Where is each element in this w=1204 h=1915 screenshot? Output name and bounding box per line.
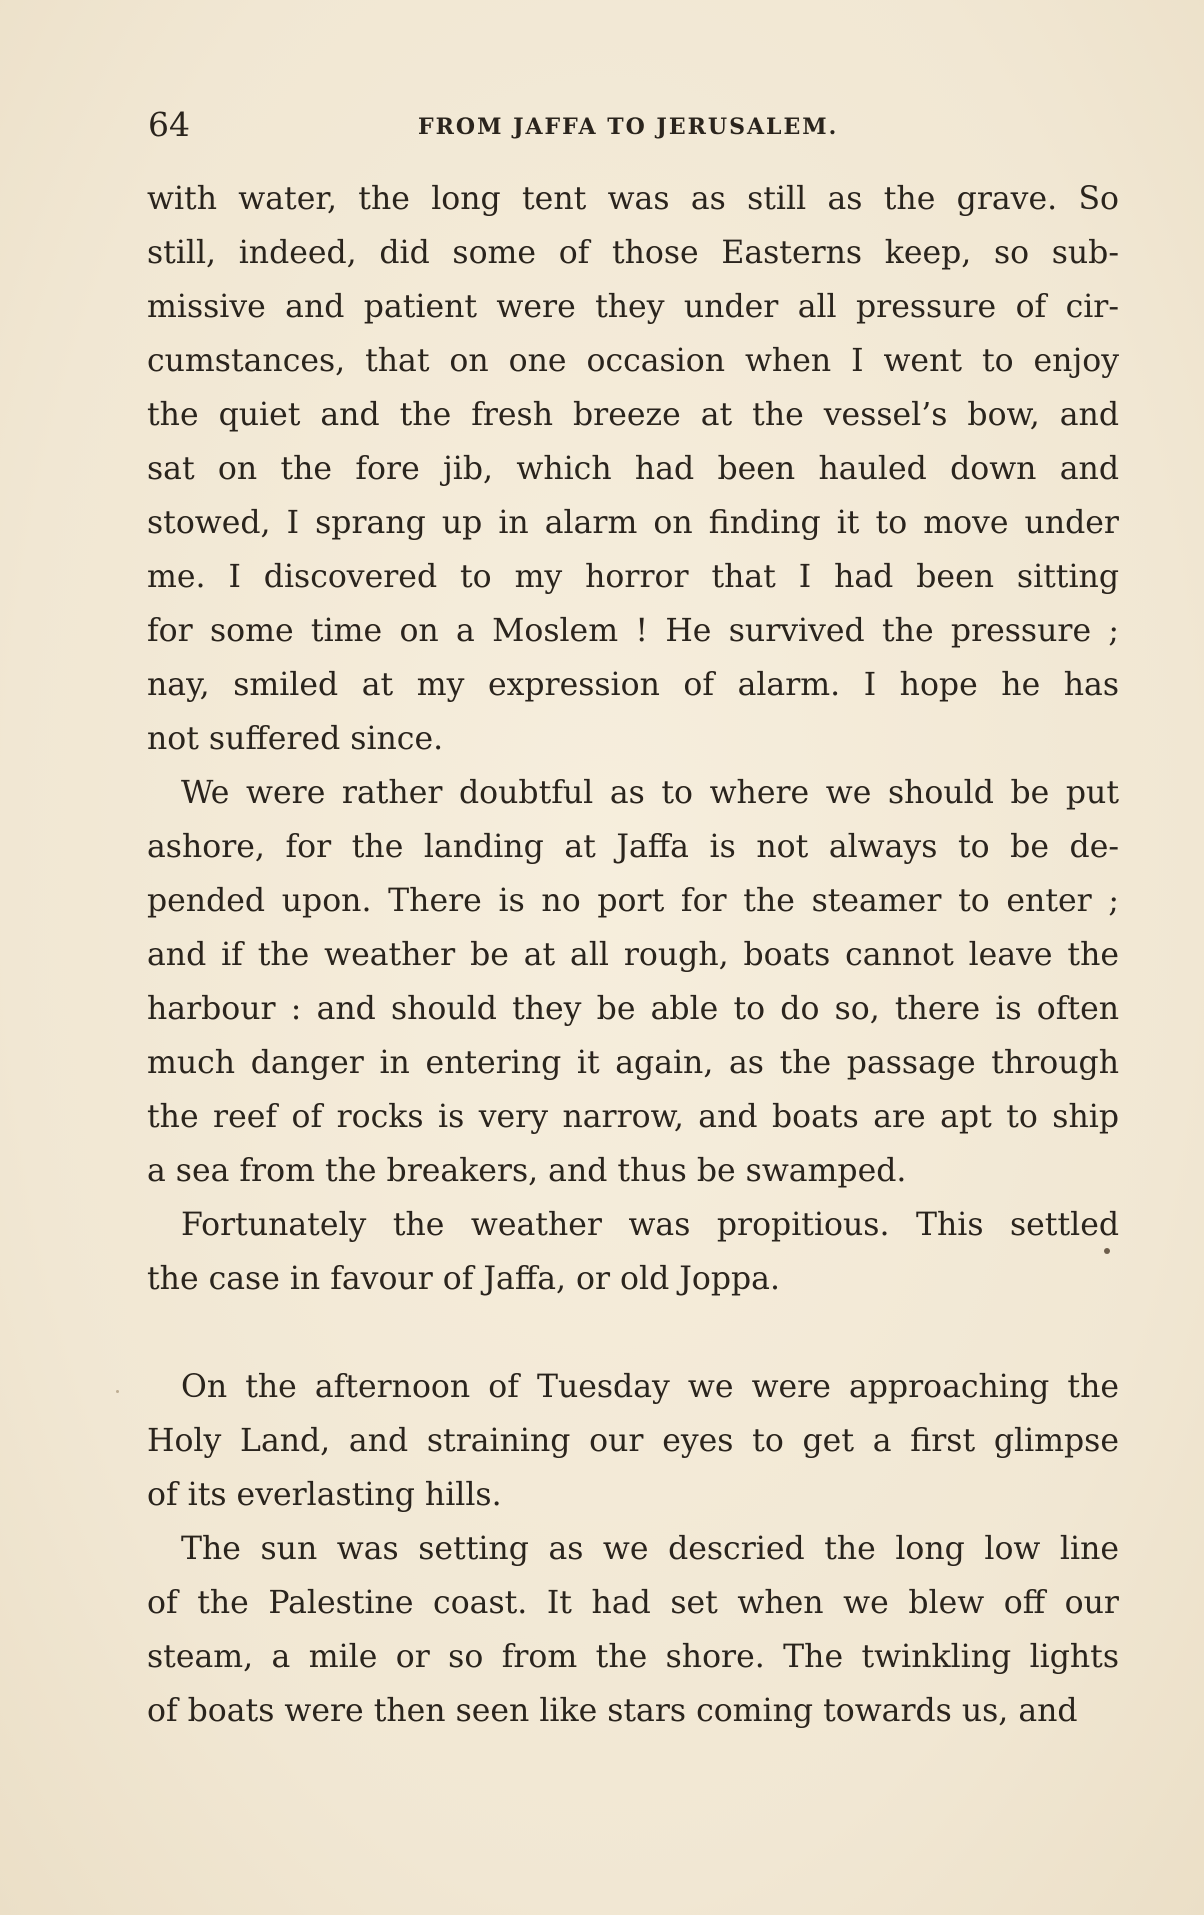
text-line: still, indeed, did some of those Easterns keep, so sub- [147,235,1119,271]
page-number: 64 [148,105,190,144]
text-line: cumstances, that on one occasion when I went to enjoy [147,343,1119,379]
text-line: of boats were then seen like stars coming towards us, and [147,1693,1078,1729]
section-break [147,1306,1119,1360]
text-line: Fortunately the weather was propitious. This settled [181,1207,1119,1243]
paragraph [147,766,1119,1198]
text-line: of its everlasting hills. [147,1477,502,1513]
text-line: Holy Land, and straining our eyes to get a first glimpse [147,1423,1119,1459]
text-line: the case in favour of Jaffa, or old Joppa. [147,1261,780,1297]
text-line: We were rather doubtful as to where we should be put [181,775,1119,811]
paragraph [147,1360,1119,1522]
text-line: a sea from the breakers, and thus be swamped. [147,1153,907,1189]
text-line: me. I discovered to my horror that I had been sitting [147,559,1119,595]
ink-speck [1104,1248,1110,1254]
text-line: The sun was setting as we descried the long low line [181,1531,1119,1567]
text-line: On the afternoon of Tuesday we were approaching the [181,1369,1119,1405]
paragraph [147,172,1119,766]
running-title: FROM JAFFA TO JERUSALEM. [418,114,839,140]
text-line: the quiet and the fresh breeze at the vessel’s bow, and [147,397,1119,433]
text-line: of the Palestine coast. It had set when we blew off our [147,1585,1119,1621]
page-header [148,100,1108,150]
text-line: ashore, for the landing at Jaffa is not always to be de- [147,829,1119,865]
text-line: stowed, I sprang up in alarm on finding it to move under [147,505,1119,541]
text-line: steam, a mile or so from the shore. The twinkling lights [147,1639,1119,1675]
paragraph [147,1198,1119,1306]
text-line: with water, the long tent was as still as the grave. So [147,181,1119,217]
text-line: for some time on a Moslem ! He survived the pressure ; [147,613,1119,649]
text-line: missive and patient were they under all pressure of cir- [147,289,1119,325]
text-line: not suffered since. [147,721,444,757]
text-line: harbour : and should they be able to do so, there is often [147,991,1119,1027]
text-line: nay, smiled at my expression of alarm. I hope he has [147,667,1119,703]
body-text [147,172,1119,1738]
text-line: much danger in entering it again, as the passage through [147,1045,1119,1081]
text-line: sat on the fore jib, which had been hauled down and [147,451,1119,487]
text-line: the reef of rocks is very narrow, and boats are apt to ship [147,1099,1119,1135]
paragraph [147,1522,1119,1738]
paper-speck [116,1390,119,1393]
text-line: pended upon. There is no port for the steamer to enter ; [147,883,1119,919]
text-line: and if the weather be at all rough, boats cannot leave the [147,937,1119,973]
